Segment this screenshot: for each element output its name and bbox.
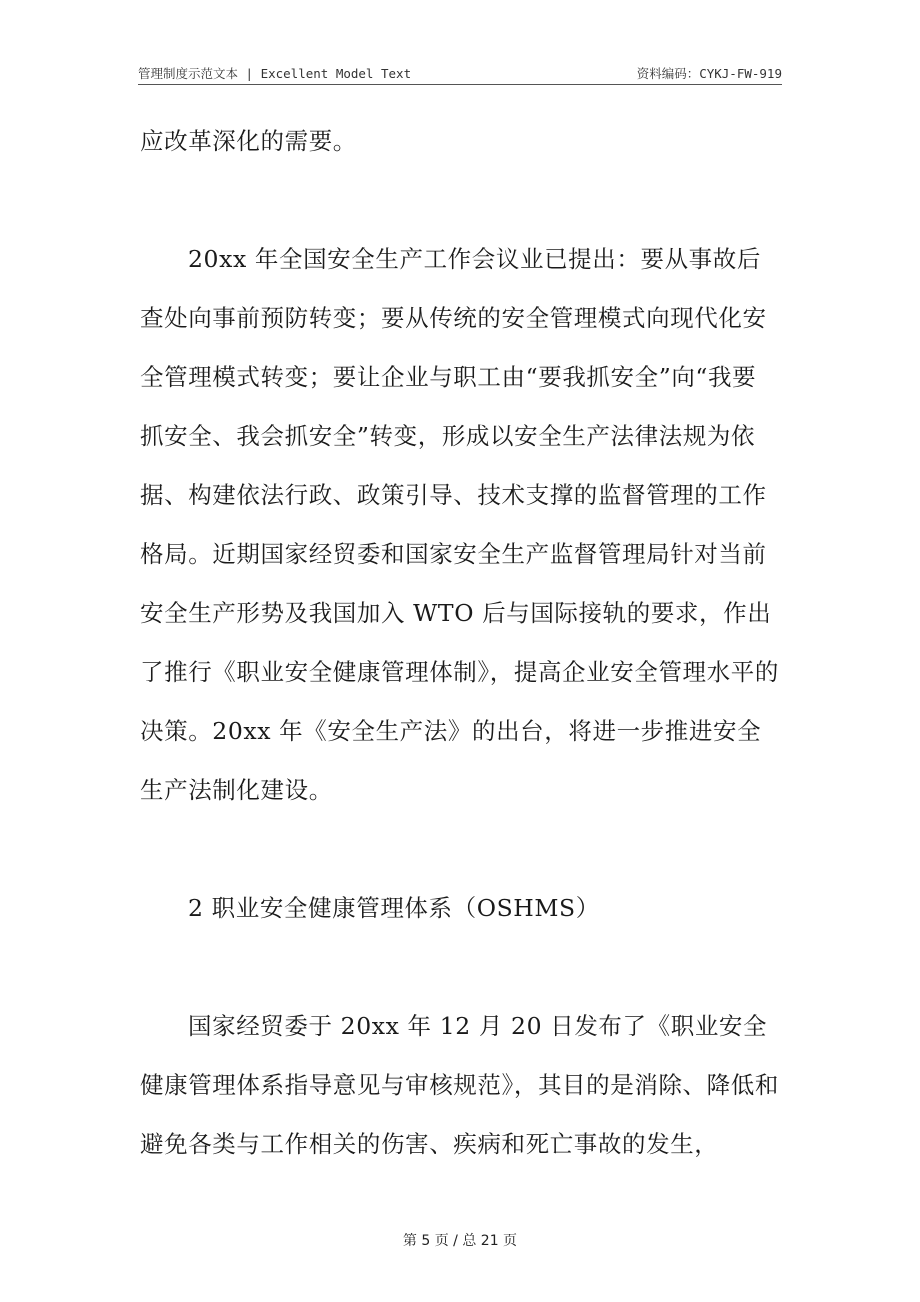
page-indicator: 第 5 页 / 总 21 页 [402,1233,518,1249]
page-header [138,60,782,85]
header-title: 管理制度示范文本 | Excellent Model Text [138,66,412,81]
paragraph-continuation: 应改革深化的需要。 [140,127,357,155]
document-body [140,112,780,1174]
paragraph-safety-conference: 20xx 年全国安全生产工作会议业已提出：要从事故后查处向事前预防转变；要从传统的安全管理模式向现代化安全管理模式转变；要让企业与职工由“要我抓安全”向“我要抓安全、我会抓安全”转变，形成以安全生产法律法规为依据、构建依法行政、政策引导、技术支撑的监督管理的工作格局。近期国家经贸委和国家安全生产监督管理局针对当前安全生产形势及我国加入 WTO 后与国际接轨的要求，作出了推行《职业安全健康管理体制》，提高企业安全管理水平的决策。20xx 年《安全生产法》的出台，将进一步推进安全生产法制化建设。 [140,245,779,804]
paragraph-oshms-guidance: 国家经贸委于 20xx 年 12 月 20 日发布了《职业安全健康管理体系指导意见与审核规范》，其目的是消除、降低和避免各类与工作相关的伤害、疾病和死亡事故的发生， [140,1012,779,1158]
section-heading: 2 职业安全健康管理体系（OSHMS） [188,894,600,922]
document-code: 资料编码：CYKJ-FW-919 [636,66,782,81]
